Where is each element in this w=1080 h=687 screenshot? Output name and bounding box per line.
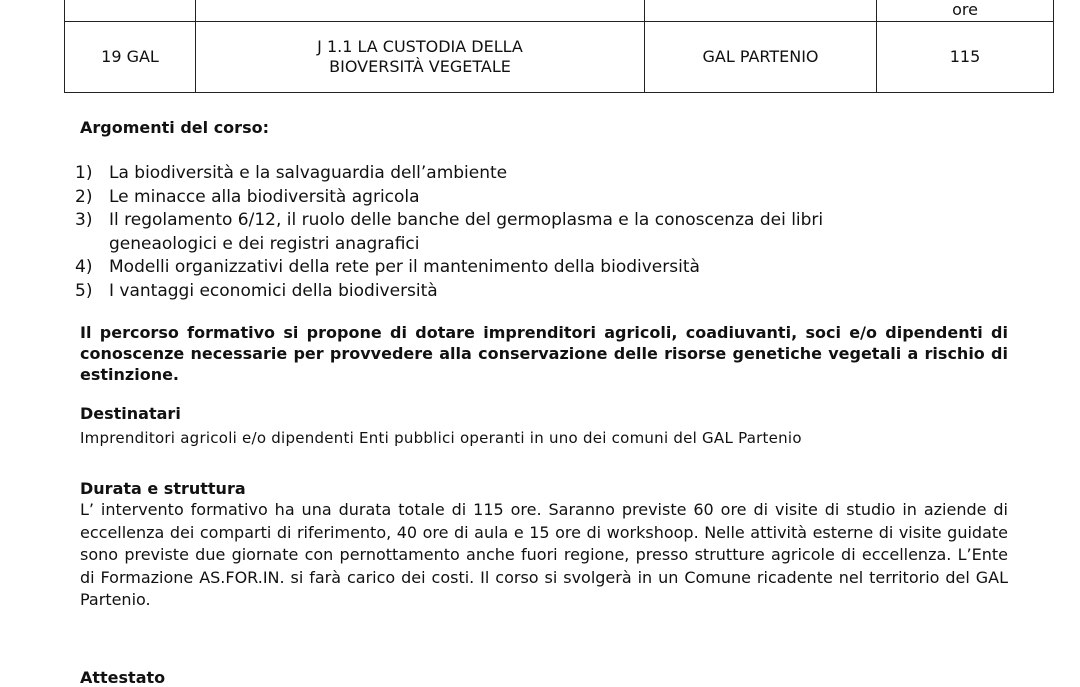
argomenti-list: [75, 162, 1015, 303]
list-item-text: Il regolamento 6/12, il ruolo delle banche del germoplasma e la conoscenza dei libri: [109, 210, 824, 230]
list-item: [75, 162, 1015, 186]
hours-unit-label: ore: [952, 0, 978, 19]
course-title-line: BIOVERSITÀ VEGETALE: [329, 57, 511, 76]
table-cell: [196, 0, 645, 22]
destinatari-text: Imprenditori agricoli e/o dipendenti Enti pubblici operanti in uno dei comuni del GAL Partenio: [80, 429, 802, 447]
list-item-number: 3): [75, 210, 93, 230]
attestato-heading: Attestato: [80, 668, 166, 687]
table-cell: [877, 0, 1054, 22]
table-cell: [65, 0, 196, 22]
list-item: [75, 186, 1015, 210]
durata-paragraph: L’ intervento formativo ha una durata totale di 115 ore. Saranno previste 60 ore di visite di studio in aziende di eccellenza dei comparti di riferimento, 40 ore di aula e 15 ore di workshoop. Nelle attività esterne di visite guidate sono previste due giornate con pernottamento anche fuori regione, presso strutture agricole di eccellenza. L’Ente di Formazione AS.FOR.IN. si farà carico dei costi. Il corso si svolgerà in un Comune ricadente nel territorio del GAL Partenio.: [80, 500, 1008, 609]
destinatari-heading: Destinatari: [80, 404, 181, 423]
course-table: [64, 0, 1054, 93]
course-code-cell: 19 GAL: [65, 22, 196, 93]
list-item: [75, 256, 1015, 280]
list-item-text: I vantaggi economici della biodiversità: [109, 280, 438, 301]
durata-heading: Durata e struttura: [80, 479, 246, 498]
list-item-text: Le minacce alla biodiversità agricola: [109, 186, 420, 207]
list-item: [75, 280, 1015, 304]
table-row: [65, 0, 1054, 22]
list-item: [75, 209, 1015, 256]
list-item-number: 2): [75, 186, 93, 207]
course-hours-cell: 115: [877, 22, 1054, 93]
course-title-cell: [196, 22, 645, 93]
list-item-number: 5): [75, 280, 93, 301]
list-item-number: 4): [75, 257, 93, 277]
list-item-number: 1): [75, 163, 93, 183]
obiettivo-paragraph: Il percorso formativo si propone di dotare imprenditori agricoli, coadiuvanti, soci e/o dipendenti di conoscenze necessarie per provvedere alla conservazione delle risorse genetiche vegetali a rischio di estinzione.: [80, 323, 1008, 384]
list-item-text: La biodiversità e la salvaguardia dell’ambiente: [109, 163, 508, 183]
table-cell: [645, 0, 877, 22]
argomenti-list-wrapper: [75, 162, 1015, 303]
list-item-text: Modelli organizzativi della rete per il mantenimento della biodiversità: [109, 257, 700, 277]
course-title-line: J 1.1 LA CUSTODIA DELLA: [317, 37, 523, 56]
table-row: [65, 22, 1054, 93]
course-org-cell: GAL PARTENIO: [645, 22, 877, 93]
list-item-text: geneaologici e dei registri anagrafici: [109, 233, 420, 254]
argomenti-heading: Argomenti del corso:: [80, 118, 269, 137]
